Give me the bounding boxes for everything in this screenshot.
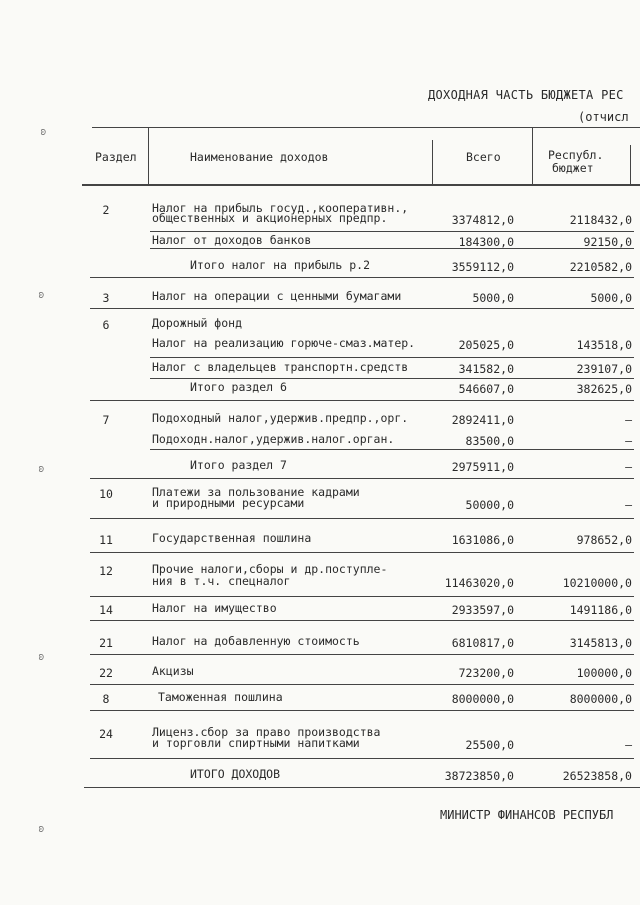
row-name: Лиценз.сбор за право производства (152, 725, 381, 739)
row-republic: 3145813,0 (569, 636, 632, 650)
row-total: 184300,0 (458, 235, 514, 249)
row-name: ИТОГО ДОХОДОВ (190, 767, 281, 781)
row-section: 3 (102, 291, 110, 305)
row-separator (90, 596, 634, 597)
row-name: Прочие налоги,сборы и др.поступле- (152, 562, 388, 576)
row-separator (90, 478, 634, 479)
row-separator (150, 248, 634, 249)
row-total: 50000,0 (465, 498, 514, 512)
binding-mark: ʚ (38, 650, 45, 663)
row-republic: – (625, 413, 632, 427)
row-total: 2975911,0 (451, 460, 514, 474)
row-name-continued: ния в т.ч. спецналог (152, 574, 291, 588)
row-name: Платежи за пользование кадрами (152, 485, 360, 499)
row-separator (90, 684, 634, 685)
row-name: Налог на имущество (152, 601, 277, 615)
row-name: Налог на операции с ценными бумагами (152, 289, 402, 303)
row-republic: 100000,0 (576, 666, 632, 680)
signature-line: МИНИСТР ФИНАНСОВ РЕСПУБЛ (440, 808, 614, 822)
row-section: 2 (102, 203, 110, 217)
binding-mark: ʚ (40, 125, 47, 138)
row-section: 8 (102, 692, 110, 706)
row-total: 3374812,0 (451, 213, 514, 227)
column-divider (432, 140, 433, 185)
column-divider (148, 127, 149, 185)
row-separator (90, 400, 634, 401)
row-name-continued: и торговли спиртными напитками (152, 736, 360, 750)
row-total: 38723850,0 (444, 769, 514, 783)
row-republic: 10210000,0 (562, 576, 632, 590)
row-section: 7 (102, 413, 110, 427)
row-republic: – (625, 460, 632, 474)
row-section: 6 (102, 318, 110, 332)
row-republic: 143518,0 (576, 338, 632, 352)
column-divider (532, 127, 533, 185)
row-republic: 5000,0 (590, 291, 632, 305)
row-name: Акцизы (152, 664, 194, 678)
row-name: Государственная пошлина (152, 531, 312, 545)
row-name: Итого раздел 6 (190, 380, 287, 394)
row-republic: 1491186,0 (569, 603, 632, 617)
row-total: 1631086,0 (451, 533, 514, 547)
header-republic-line1: Республ. (548, 148, 604, 162)
row-section: 11 (99, 533, 113, 547)
row-separator (90, 620, 634, 621)
row-republic: 8000000,0 (569, 692, 632, 706)
row-total: 83500,0 (465, 434, 514, 448)
table-top-rule (92, 127, 640, 128)
row-total: 546607,0 (458, 382, 514, 396)
document-subtitle: (отчисл (578, 110, 629, 124)
row-total: 341582,0 (458, 362, 514, 376)
row-section: 21 (99, 636, 113, 650)
row-section: 10 (99, 487, 113, 501)
header-bottom-rule (82, 184, 640, 186)
row-republic: – (625, 738, 632, 752)
row-name: Итого раздел 7 (190, 458, 287, 472)
row-republic: 978652,0 (576, 533, 632, 547)
row-separator (150, 231, 634, 232)
row-section: 24 (99, 727, 113, 741)
row-republic: – (625, 434, 632, 448)
row-separator (90, 710, 634, 711)
row-total: 8000000,0 (451, 692, 514, 706)
row-name: Налог на прибыль госуд.,кооперативн., (152, 201, 409, 215)
row-republic: – (625, 498, 632, 512)
row-name: Налог на добавленную стоимость (152, 634, 360, 648)
row-name: Налог на реализацию горюче-смаз.матер. (152, 336, 416, 350)
header-name: Наименование доходов (190, 150, 329, 164)
row-name: Итого налог на прибыль р.2 (190, 258, 371, 272)
header-republic-line2: бюджет (552, 161, 594, 175)
row-name: Таможенная пошлина (158, 690, 283, 704)
row-name: Дорожный фонд (152, 316, 243, 330)
header-section: Раздел (95, 150, 137, 164)
row-total: 3559112,0 (451, 260, 514, 274)
row-name: Налог с владельцев транспортн.средств (152, 360, 409, 374)
row-section: 22 (99, 666, 113, 680)
row-name: Подоходный налог,удержив.предпр.,орг. (152, 411, 409, 425)
row-total: 25500,0 (465, 738, 514, 752)
row-total: 723200,0 (458, 666, 514, 680)
row-republic: 239107,0 (576, 362, 632, 376)
row-total: 205025,0 (458, 338, 514, 352)
row-total: 2892411,0 (451, 413, 514, 427)
row-section: 12 (99, 564, 113, 578)
document-title: ДОХОДНАЯ ЧАСТЬ БЮДЖЕТА РЕС (428, 88, 624, 102)
row-total: 5000,0 (472, 291, 514, 305)
row-name: Подоходн.налог,удержив.налог.орган. (152, 432, 395, 446)
row-republic: 2210582,0 (569, 260, 632, 274)
row-total: 2933597,0 (451, 603, 514, 617)
row-separator (150, 357, 634, 358)
binding-mark: ʚ (38, 822, 45, 835)
table-bottom-rule (84, 787, 640, 788)
row-separator (150, 378, 634, 379)
row-republic: 92150,0 (583, 235, 632, 249)
row-total: 6810817,0 (451, 636, 514, 650)
row-total: 11463020,0 (444, 576, 514, 590)
row-name-continued: и природными ресурсами (152, 496, 305, 510)
row-name-continued: общественных и акционерных предпр. (152, 211, 388, 225)
row-republic: 2118432,0 (569, 213, 632, 227)
row-separator (90, 518, 634, 519)
row-separator (90, 552, 634, 553)
row-separator (90, 758, 634, 759)
row-separator (90, 654, 634, 655)
column-divider (630, 145, 631, 185)
row-republic: 26523858,0 (562, 769, 632, 783)
row-separator (150, 449, 634, 450)
binding-mark: ʚ (38, 462, 45, 475)
row-separator (90, 308, 634, 309)
row-section: 14 (99, 603, 113, 617)
binding-mark: ʚ (38, 288, 45, 301)
row-separator (90, 277, 634, 278)
row-name: Налог от доходов банков (152, 233, 312, 247)
row-republic: 382625,0 (576, 382, 632, 396)
header-total: Всего (466, 150, 501, 164)
